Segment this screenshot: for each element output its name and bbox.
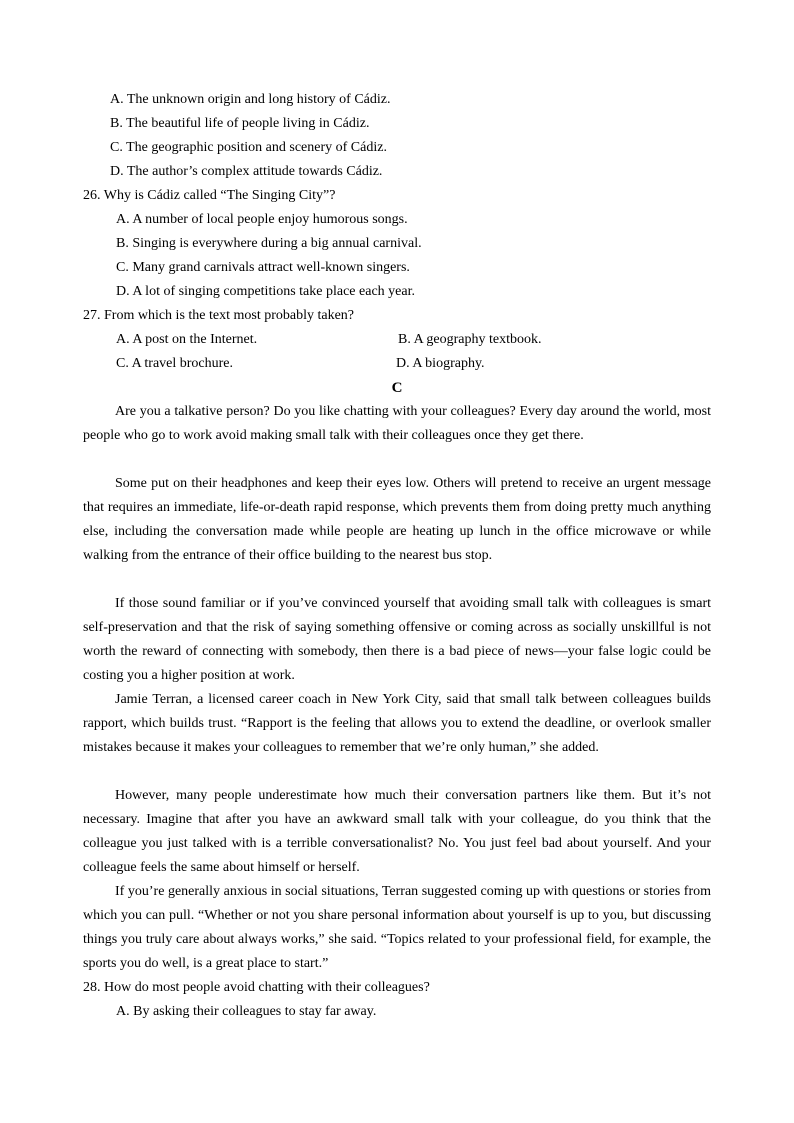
- q28-stem: 28. How do most people avoid chatting with their colleagues?: [83, 980, 430, 995]
- passage-paragraph-1: Are you a talkative person? Do you like chatting with your colleagues? Every day around the world, most people who go to work avoid making small talk with their colleagues once they get there.: [83, 404, 711, 443]
- q25-option-d: D. The author’s complex attitude towards Cádiz.: [110, 164, 383, 179]
- q27-option-c: C. A travel brochure.: [116, 356, 234, 371]
- q26-option-b: B. Singing is everywhere during a big annual carnival.: [116, 236, 422, 251]
- q25-option-b: B. The beautiful life of people living in Cádiz.: [110, 116, 370, 131]
- q26-option-c: C. Many grand carnivals attract well-known singers.: [116, 260, 410, 275]
- passage-heading: C: [391, 380, 403, 396]
- q27-stem: 27. From which is the text most probably taken?: [83, 308, 355, 323]
- passage-paragraph-4: Jamie Terran, a licensed career coach in New York City, said that small talk between colleagues builds rapport, which builds trust. “Rapport is the feeling that allows you to extend the deadline, or overlook smaller mistakes because it makes your colleagues to remember that we’re only human,” she added.: [83, 692, 711, 755]
- q28-option-a: A. By asking their colleagues to stay far away.: [116, 1004, 377, 1019]
- q27-option-a: A. A post on the Internet.: [116, 332, 258, 347]
- passage-paragraph-3: If those sound familiar or if you’ve convinced yourself that avoiding small talk with colleagues is smart self-preservation and that the risk of saying something offensive or coming across as socially unskillful is not worth the reward of connecting with somebody, then there is a bad piece of news—your false logic could be costing you a higher position at work.: [83, 596, 711, 683]
- q26-option-d: D. A lot of singing competitions take place each year.: [116, 284, 415, 299]
- q26-option-a: A. A number of local people enjoy humorous songs.: [116, 212, 408, 227]
- q25-option-c: C. The geographic position and scenery of Cádiz.: [110, 140, 387, 155]
- q26-stem: 26. Why is Cádiz called “The Singing City”?: [83, 188, 336, 203]
- passage-paragraph-6: If you’re generally anxious in social situations, Terran suggested coming up with questions or stories from which you can pull. “Whether or not you share personal information about yourself is up to you, but discussing things you truly care about always works,” she said. “Topics related to your professional field, for example, the sports you do well, is a great place to start.”: [83, 884, 711, 971]
- q27-option-b: B. A geography textbook.: [398, 332, 542, 347]
- q27-option-d: D. A biography.: [396, 356, 485, 371]
- passage-paragraph-5: However, many people underestimate how much their conversation partners like them. But it’s not necessary. Imagine that after you have an awkward small talk with your colleague, do you think that the colleague you just talked with is a terrible conversationalist? No. You just feel bad about yourself. And your colleague feels the same about himself or herself.: [83, 788, 711, 875]
- passage-paragraph-2: Some put on their headphones and keep their eyes low. Others will pretend to receive an urgent message that requires an immediate, life-or-death rapid response, which prevents them from doing pretty much anything else, including the conversation made while people are heating up lunch in the office microwave or while walking from the entrance of their office building to the nearest bus stop.: [83, 476, 711, 563]
- q25-option-a: A. The unknown origin and long history of Cádiz.: [110, 92, 391, 107]
